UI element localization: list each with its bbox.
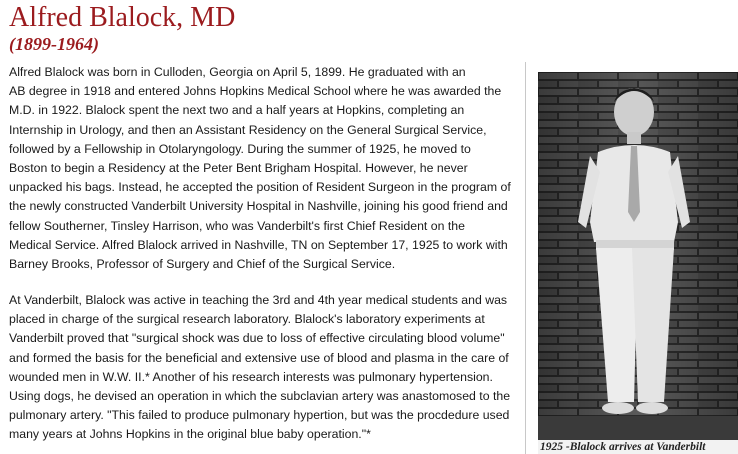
paragraph-line: and formed the basis for the beneficial and extensive use of blood and plasma in the care of [9,350,509,365]
photo-caption: 1925 -Blalock arrives at Vanderbilt [538,440,738,454]
paragraph-line: Barney Brooks, Professor of Surgery and Chief of the Surgical Service. [9,257,396,272]
paragraph-line: Boston to begin a Residency at the Peter Bent Brigham Hospital. However, he never [9,161,468,176]
paragraph-line: placed in charge of the surgical research laboratory. Blalock's laboratory experiments at [9,312,485,327]
paragraph-line: unpacked his bags. Instead, he accepted the position of Resident Surgeon in the program of [9,180,511,195]
paragraph-line: Vanderbilt proved that "surgical shock was due to loss of effective circulating blood volume" [9,331,505,346]
paragraph-line: AB degree in 1918 and entered Johns Hopkins Medical School where he was awarded the [9,84,502,99]
biography-paragraph-2 [9,291,524,445]
photo-figure [525,62,738,454]
paragraph-line: the newly constructed Vanderbilt University Hospital in Nashville, joining his good friend and [9,199,508,214]
blalock-portrait-photo [538,72,738,440]
biography-paragraph-1 [9,63,524,274]
paragraph-line: M.D. in 1922. Blalock spent the next two and a half years at Hopkins, completing an [9,103,465,118]
lifespan-subtitle: (1899-1964) [9,34,99,54]
paragraph-line: fellow Southerner, Tinsley Harrison, who was Vanderbilt's first Chief Resident on the [9,218,465,233]
paragraph-line: followed by a Fellowship in Otolaryngology. During the summer of 1925, he moved to [9,141,471,156]
paragraph-line: At Vanderbilt, Blalock was active in teaching the 3rd and 4th year medical students and was [9,293,508,307]
paragraph-line: Alfred Blalock was born in Culloden, Georgia on April 5, 1899. He graduated with an [9,65,466,79]
paragraph-line: many years at Johns Hopkins in the original blue baby operation."* [9,427,371,442]
paragraph-line: pulmonary artery. "This failed to produce pulmonary hypertion, but was the procdedure used [9,408,510,423]
paragraph-line: wounded men in W.W. II.* Another of his research interests was pulmonary hypertension. [9,369,493,384]
paragraph-line: Using dogs, he devised an operation in which the subclavian artery was anastomosed to the [9,389,511,404]
page-title: Alfred Blalock, MD [9,2,236,33]
paragraph-line: Internship in Urology, and then an Assistant Residency on the General Surgical Service, [9,122,487,137]
paragraph-line: Medical Service. Alfred Blalock arrived in Nashville, TN on September 17, 1925 to work with [9,237,508,252]
